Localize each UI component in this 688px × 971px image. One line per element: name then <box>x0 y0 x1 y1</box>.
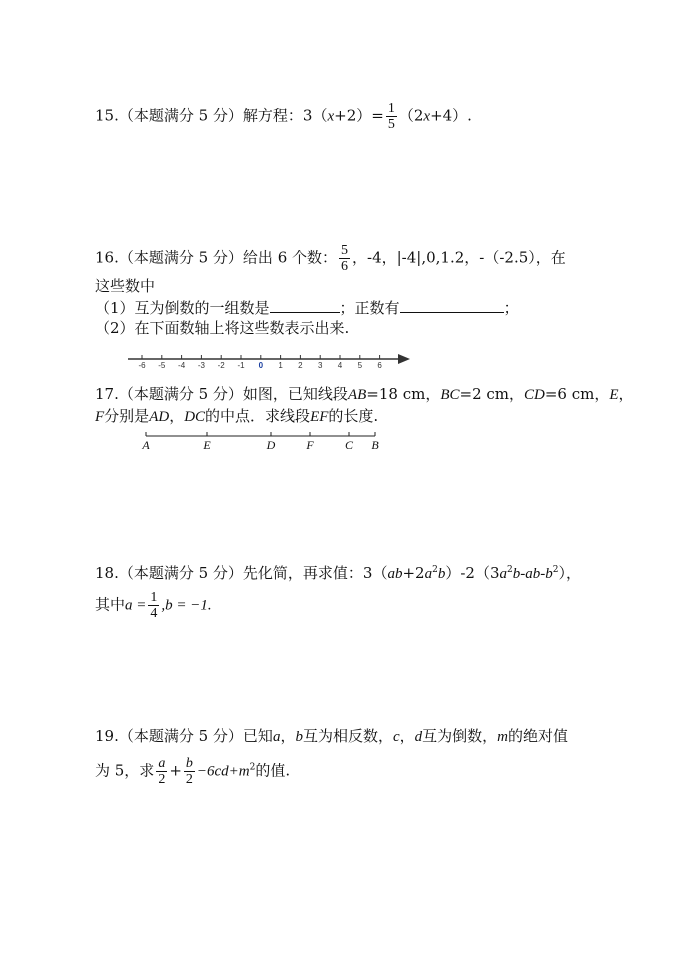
tick-label: 1 <box>278 361 283 370</box>
fraction-five-sixths: $\frac{5}{6}$ <box>341 243 349 274</box>
tick-label: -3 <box>197 361 205 370</box>
segment-point-label: A <box>142 438 150 452</box>
fraction-one-fifth: $\frac{1}{5}$ <box>387 101 395 132</box>
question-19-line2: 为 5，求 $\frac{a}{2}$ + $\frac{b}{2}$ $-6cd+m^2$的值. <box>95 756 291 787</box>
fraction-one-quarter: $\frac{1}{4}$ <box>150 590 158 621</box>
number-line <box>128 350 413 372</box>
tick-label: 2 <box>298 361 303 370</box>
fraction-a-over-2: $\frac{a}{2}$ <box>158 756 166 787</box>
segment-point-label: F <box>306 438 314 452</box>
segment-point-label: E <box>203 438 211 452</box>
question-17-line2: F分别是AD，DC的中点．求线段EF的长度. <box>95 407 379 425</box>
segment-point-label: B <box>371 438 379 452</box>
question-19: 19.（本题满分 5 分）已知a，b互为相反数，c，d互为倒数，m的绝对值 <box>95 727 569 745</box>
question-16-part2: （2）在下面数轴上将这些数表示出来. <box>95 319 350 337</box>
tick-label: -2 <box>217 361 225 370</box>
tick-label: -4 <box>178 361 186 370</box>
answer-blank-positives[interactable] <box>400 298 504 313</box>
tick-label: 5 <box>357 361 363 370</box>
tick-label: 3 <box>317 361 323 370</box>
question-18: 18.（本题满分 5 分）先化简，再求值：$3(ab+2a^2b)-2(3a^2b-ab-b^2)$， <box>95 564 581 582</box>
question-17: 17.（本题满分 5 分）如图，已知线段AB=18 cm，BC=2 cm，CD=6 cm，E， <box>95 385 634 403</box>
question-18-line2: 其中a = $\frac{1}{4}$ ,b = −1. <box>95 590 212 621</box>
tick-label: -6 <box>138 361 146 370</box>
question-15: 15.（本题满分 5 分）解方程：3（x+2）= $\frac{1}{5}$ （2x+4）. <box>95 101 472 132</box>
answer-blank-reciprocals[interactable] <box>270 298 340 313</box>
tick-label: 4 <box>337 361 343 370</box>
tick-label: 6 <box>377 361 382 370</box>
segment-point-label: C <box>344 438 354 452</box>
fraction-b-over-2: $\frac{b}{2}$ <box>185 756 193 787</box>
question-16-part1: （1）互为倒数的一组数是 ；正数有 ； <box>95 299 519 317</box>
question-16-line2: 这些数中 <box>95 277 156 295</box>
tick-label: 0 <box>258 361 264 370</box>
tick-label: -1 <box>237 361 245 370</box>
tick-label: -5 <box>158 361 166 370</box>
segment-point-label: D <box>266 438 276 452</box>
question-16: 16.（本题满分 5 分）给出 6 个数： $\frac{5}{6}$ ，-4，|-4|,0,1.2，-（-2.5），在 <box>95 243 566 274</box>
segment-figure <box>138 428 388 456</box>
number-line-axis <box>128 350 413 372</box>
